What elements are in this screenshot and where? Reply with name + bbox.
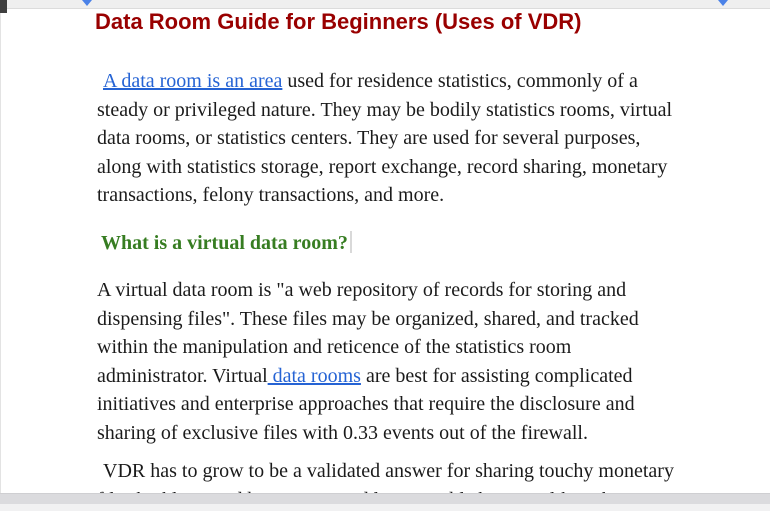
bottom-edge-strip bbox=[0, 504, 770, 511]
text-line: along with statistics storage, report exchange, record sharing, monetary bbox=[97, 155, 668, 178]
text-line bbox=[97, 362, 737, 391]
text-line: within the manipulation and reticence of the statistics room bbox=[97, 336, 572, 358]
clipped-blue-text-mark-icon bbox=[718, 0, 728, 6]
text-line: initiatives and enterprise approaches that require the disclosure and bbox=[97, 393, 635, 415]
window-corner-fragment bbox=[0, 0, 7, 13]
intro-paragraph bbox=[97, 67, 737, 210]
text-line: dispensing files". These files may be organized, shared, and tracked bbox=[97, 307, 639, 330]
top-edge-strip bbox=[0, 0, 770, 9]
section-heading bbox=[97, 229, 352, 258]
data-rooms-link[interactable]: data rooms bbox=[267, 364, 361, 387]
text-line: data rooms, or statistics centers. They are used for several purposes, bbox=[97, 127, 641, 149]
page-title: Data Room Guide for Beginners (Uses of VDR) bbox=[95, 9, 582, 34]
data-room-link[interactable]: A data room is an area bbox=[103, 70, 283, 92]
text-segment: are best for assisting complicated bbox=[360, 364, 633, 387]
text-segment: used for residence statistics, commonly of a bbox=[282, 70, 638, 92]
text-line: A virtual data room is "a web repository of records for storing and bbox=[97, 279, 627, 301]
section-heading-text: What is a virtual data room? bbox=[101, 232, 348, 254]
text-segment: administrator. Virtual bbox=[97, 364, 268, 387]
clipped-blue-text-mark-icon bbox=[82, 0, 92, 6]
text-line: VDR has to grow to be a validated answer for sharing touchy monetary bbox=[103, 460, 674, 482]
text-line bbox=[97, 67, 737, 96]
text-cursor bbox=[350, 231, 352, 253]
page-left-border bbox=[0, 8, 1, 493]
text-line: sharing of exclusive files with 0.33 events out of the firewall. bbox=[97, 421, 588, 444]
text-line: steady or privileged nature. They may be bodily statistics rooms, virtual bbox=[97, 98, 673, 121]
text-line: transactions, felony transactions, and more. bbox=[97, 184, 445, 206]
definition-paragraph bbox=[97, 276, 737, 447]
